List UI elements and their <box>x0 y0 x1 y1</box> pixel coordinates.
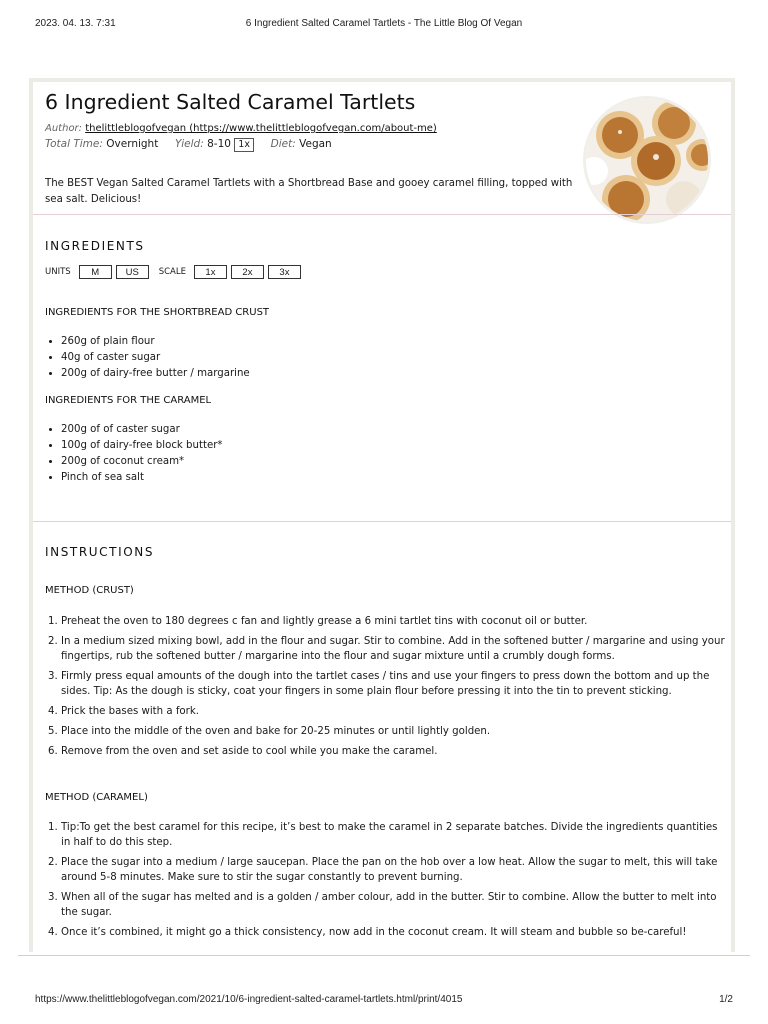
recipe-author-line <box>45 123 437 134</box>
recipe-title: 6 Ingredient Salted Caramel Tartlets <box>45 90 416 114</box>
diet-value: Vegan <box>299 138 332 150</box>
ingredient-item: • 200g of coconut cream* <box>61 454 223 470</box>
divider <box>33 521 731 522</box>
ingredient-group-title: INGREDIENTS FOR THE SHORTBREAD CRUST <box>45 307 270 318</box>
scale-2x-button[interactable]: 2x <box>231 265 264 279</box>
yield-value: 8-10 <box>207 138 231 150</box>
units-metric-button[interactable]: M <box>79 265 112 279</box>
yield-label: Yield: <box>175 138 204 150</box>
method-title: METHOD (CRUST) <box>45 585 134 596</box>
diet-label: Diet: <box>270 138 296 150</box>
instruction-step: 1. Tip:To get the best caramel for this recipe, it’s best to make the caramel in 2 separate batches. Divide the ingredients quantities in half to do this step. <box>61 820 726 850</box>
total-time-value: Overnight <box>106 138 159 150</box>
instruction-step: 6. Remove from the oven and set aside to cool while you make the caramel. <box>61 744 726 759</box>
ingredient-item: • 260g of plain flour <box>61 334 250 350</box>
instruction-step: 4. Once it’s combined, it might go a thick consistency, now add in the coconut cream. It will steam and bubble so be-careful! <box>61 925 726 940</box>
method-title: METHOD (CARAMEL) <box>45 792 148 803</box>
instruction-step: 2. Place the sugar into a medium / large saucepan. Place the pan on the hob over a low heat. Allow the sugar to melt, this will take around 5-8 minutes. Make sure to stir the sugar constantly to prevent burning. <box>61 855 726 885</box>
page-bottom-rule <box>18 955 750 956</box>
recipe-photo <box>583 96 711 224</box>
instruction-list <box>45 820 726 945</box>
instruction-step: 5. Place into the middle of the oven and bake for 20-25 minutes or until lightly golden. <box>61 724 726 739</box>
recipe-meta-line <box>45 138 332 152</box>
ingredient-group-title: INGREDIENTS FOR THE CARAMEL <box>45 395 212 406</box>
scale-label: SCALE <box>158 267 186 277</box>
print-footer <box>35 994 733 1008</box>
instruction-step: 4. Prick the bases with a fork. <box>61 704 726 719</box>
scale-3x-button[interactable]: 3x <box>268 265 301 279</box>
ingredient-item: • Pinch of sea salt <box>61 470 223 486</box>
print-header <box>35 18 733 32</box>
ingredient-item: • 100g of dairy-free block butter* <box>61 438 223 454</box>
yield-multiplier-button[interactable]: 1x <box>234 138 254 152</box>
units-us-button[interactable]: US <box>116 265 149 279</box>
divider <box>33 214 731 215</box>
page-number: 1/2 <box>719 994 733 1005</box>
recipe-description: The BEST Vegan Salted Caramel Tartlets with a Shortbread Base and gooey caramel filling, topped with sea salt. Delicious! <box>45 178 573 205</box>
print-url: https://www.thelittleblogofvegan.com/2021/10/6-ingredient-salted-caramel-tartlets.html/print/4015 <box>35 994 463 1005</box>
scale-1x-button[interactable]: 1x <box>194 265 227 279</box>
instruction-list <box>45 614 726 764</box>
ingredients-heading: INGREDIENTS <box>45 239 145 253</box>
print-page-title: 6 Ingredient Salted Caramel Tartlets - The Little Blog Of Vegan <box>245 18 523 29</box>
author-label: Author: <box>45 123 83 134</box>
recipe-card <box>29 78 735 952</box>
units-label: UNITS <box>45 267 71 277</box>
print-datetime: 2023. 04. 13. 7:31 <box>35 18 116 29</box>
instruction-step: 3. Firmly press equal amounts of the dough into the tartlet cases / tins and use your fingers to press down the bottom and up the sides. Tip: As the dough is sticky, coat your fingers in some plain flour before pressing it into the tin to prevent sticking. <box>61 669 726 699</box>
instruction-step: 1. Preheat the oven to 180 degrees c fan and lightly grease a 6 mini tartlet tins with coconut oil or butter. <box>61 614 726 629</box>
total-time-label: Total Time: <box>45 138 103 150</box>
ingredient-list <box>45 334 250 382</box>
ingredient-item: • 200g of of caster sugar <box>61 422 223 438</box>
instructions-heading: INSTRUCTIONS <box>45 545 155 559</box>
instruction-step: 3. When all of the sugar has melted and is a golden / amber colour, add in the butter. Stir to combine. Allow the butter to melt into the sugar. <box>61 890 726 920</box>
ingredient-list <box>45 422 223 486</box>
ingredient-item: • 40g of caster sugar <box>61 350 250 366</box>
ingredient-item: • 200g of dairy-free butter / margarine <box>61 366 250 382</box>
author-link[interactable]: thelittleblogofvegan (https://www.thelittleblogofvegan.com/about-me) <box>85 123 437 134</box>
instruction-step: 2. In a medium sized mixing bowl, add in the flour and sugar. Stir to combine. Add in the softened butter / margarine and using your fingertips, rub the softened butter / margarine into the flour and sugar mixture until a crumbly dough forms. <box>61 634 726 664</box>
ingredient-controls <box>45 264 305 280</box>
